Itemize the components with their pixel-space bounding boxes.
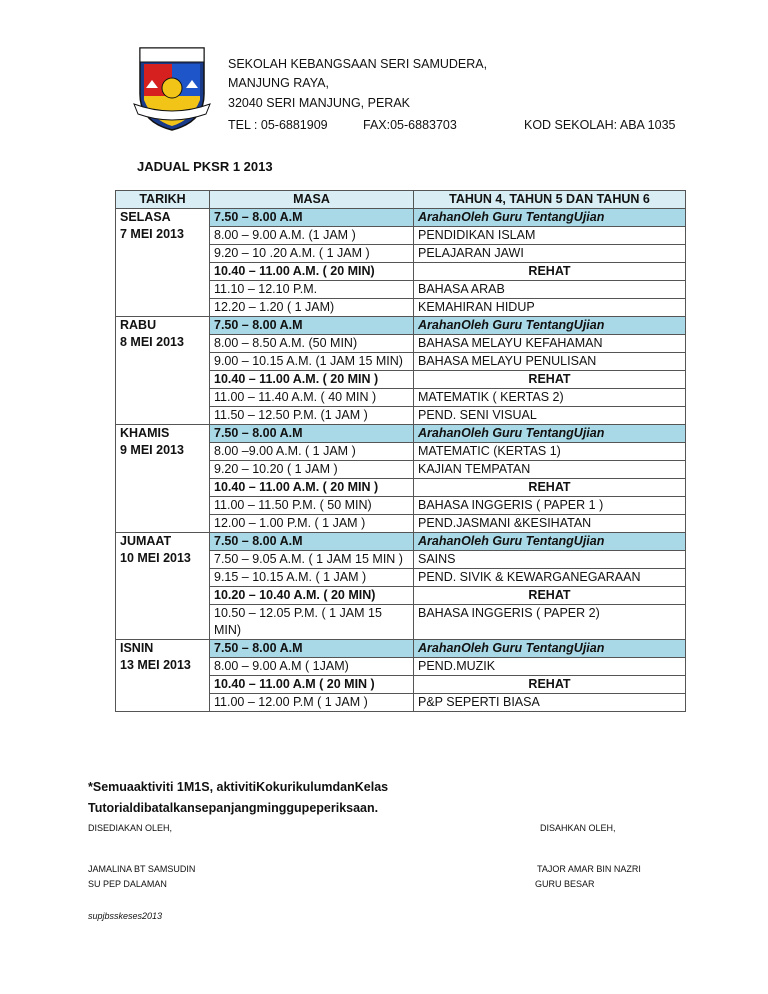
school-name: SEKOLAH KEBANGSAAN SERI SAMUDERA, bbox=[228, 57, 488, 71]
time-cell: 11.50 – 12.50 P.M. (1 JAM ) bbox=[210, 407, 414, 425]
school-address-1: MANJUNG RAYA, bbox=[228, 76, 329, 90]
time-cell: 7.50 – 8.00 A.M bbox=[210, 209, 414, 227]
school-tel: TEL : 05-6881909 bbox=[228, 118, 328, 132]
schedule-row bbox=[116, 209, 686, 227]
time-cell: 7.50 – 8.00 A.M bbox=[210, 425, 414, 443]
time-cell: 8.00 –9.00 A.M. ( 1 JAM ) bbox=[210, 443, 414, 461]
time-cell: 11.10 – 12.10 P.M. bbox=[210, 281, 414, 299]
day-date: 10 MEI 2013 bbox=[120, 551, 191, 565]
day-name: ISNIN bbox=[120, 641, 154, 655]
subject-cell: PEND.MUZIK bbox=[414, 658, 686, 676]
exam-schedule-table bbox=[115, 190, 686, 712]
time-cell: 11.00 – 11.40 A.M. ( 40 MIN ) bbox=[210, 389, 414, 407]
day-date: 9 MEI 2013 bbox=[120, 443, 184, 457]
day-cell bbox=[116, 425, 210, 533]
subject-cell: ArahanOleh Guru TentangUjian bbox=[414, 209, 686, 227]
time-cell: 9.20 – 10.20 ( 1 JAM ) bbox=[210, 461, 414, 479]
footer-reference: supjbsskeses2013 bbox=[88, 911, 163, 921]
day-name: SELASA bbox=[120, 210, 171, 224]
approver-role: GURU BESAR bbox=[535, 879, 595, 889]
school-address-2: 32040 SERI MANJUNG, PERAK bbox=[228, 96, 411, 110]
subject-cell: PENDIDIKAN ISLAM bbox=[414, 227, 686, 245]
subject-cell: KEMAHIRAN HIDUP bbox=[414, 299, 686, 317]
time-cell: 11.00 – 12.00 P.M ( 1 JAM ) bbox=[210, 694, 414, 712]
subject-cell: BAHASA MELAYU KEFAHAMAN bbox=[414, 335, 686, 353]
approver-name: TAJOR AMAR BIN NAZRI bbox=[537, 864, 641, 874]
subject-cell: REHAT bbox=[414, 371, 686, 389]
time-cell: 10.50 – 12.05 P.M. ( 1 JAM 15 MIN) bbox=[210, 605, 414, 640]
day-cell bbox=[116, 317, 210, 425]
time-cell: 7.50 – 8.00 A.M bbox=[210, 533, 414, 551]
note-line-1: *Semuaaktiviti 1M1S, aktivitiKokurikulumdanKelas bbox=[88, 780, 389, 794]
subject-cell: REHAT bbox=[414, 587, 686, 605]
schedule-row bbox=[116, 317, 686, 335]
subject-cell: BAHASA ARAB bbox=[414, 281, 686, 299]
subject-cell: REHAT bbox=[414, 676, 686, 694]
time-cell: 8.00 – 9.00 A.M ( 1JAM) bbox=[210, 658, 414, 676]
time-cell: 10.40 – 11.00 A.M. ( 20 MIN ) bbox=[210, 371, 414, 389]
subject-cell: BAHASA INGGERIS ( PAPER 2) bbox=[414, 605, 686, 640]
time-cell: 8.00 – 8.50 A.M. (50 MIN) bbox=[210, 335, 414, 353]
day-date: 7 MEI 2013 bbox=[120, 227, 184, 241]
subject-cell: PELAJARAN JAWI bbox=[414, 245, 686, 263]
subject-cell: BAHASA MELAYU PENULISAN bbox=[414, 353, 686, 371]
day-cell bbox=[116, 533, 210, 640]
subject-cell: MATEMATIC (KERTAS 1) bbox=[414, 443, 686, 461]
time-cell: 10.40 – 11.00 A.M. ( 20 MIN) bbox=[210, 263, 414, 281]
header-masa: MASA bbox=[210, 191, 414, 209]
subject-cell: REHAT bbox=[414, 479, 686, 497]
subject-cell: ArahanOleh Guru TentangUjian bbox=[414, 425, 686, 443]
subject-cell: PEND. SENI VISUAL bbox=[414, 407, 686, 425]
day-cell bbox=[116, 640, 210, 712]
header-subjects: TAHUN 4, TAHUN 5 DAN TAHUN 6 bbox=[414, 191, 686, 209]
subject-cell: ArahanOleh Guru TentangUjian bbox=[414, 533, 686, 551]
school-code: KOD SEKOLAH: ABA 1035 bbox=[524, 118, 676, 132]
time-cell: 9.00 – 10.15 A.M. (1 JAM 15 MIN) bbox=[210, 353, 414, 371]
note-line-2: Tutorialdibatalkansepanjangminggupeperiksaan. bbox=[88, 801, 379, 815]
time-cell: 11.00 – 11.50 P.M. ( 50 MIN) bbox=[210, 497, 414, 515]
subject-cell: ArahanOleh Guru TentangUjian bbox=[414, 640, 686, 658]
time-cell: 10.40 – 11.00 A.M. ( 20 MIN ) bbox=[210, 479, 414, 497]
time-cell: 10.20 – 10.40 A.M. ( 20 MIN) bbox=[210, 587, 414, 605]
subject-cell: SAINS bbox=[414, 551, 686, 569]
time-cell: 8.00 – 9.00 A.M. (1 JAM ) bbox=[210, 227, 414, 245]
prepared-by-label: DISEDIAKAN OLEH, bbox=[88, 823, 173, 833]
day-name: JUMAAT bbox=[120, 534, 172, 548]
time-cell: 7.50 – 8.00 A.M bbox=[210, 640, 414, 658]
day-date: 8 MEI 2013 bbox=[120, 335, 184, 349]
schedule-row bbox=[116, 640, 686, 658]
schedule-row bbox=[116, 425, 686, 443]
preparer-role: SU PEP DALAMAN bbox=[88, 879, 167, 889]
subject-cell: BAHASA INGGERIS ( PAPER 1 ) bbox=[414, 497, 686, 515]
subject-cell: REHAT bbox=[414, 263, 686, 281]
time-cell: 10.40 – 11.00 A.M ( 20 MIN ) bbox=[210, 676, 414, 694]
time-cell: 9.15 – 10.15 A.M. ( 1 JAM ) bbox=[210, 569, 414, 587]
time-cell: 7.50 – 8.00 A.M bbox=[210, 317, 414, 335]
day-name: RABU bbox=[120, 318, 157, 332]
day-date: 13 MEI 2013 bbox=[120, 658, 191, 672]
school-fax: FAX:05-6883703 bbox=[363, 118, 457, 132]
day-name: KHAMIS bbox=[120, 426, 170, 440]
school-crest-logo bbox=[132, 44, 212, 134]
subject-cell: ArahanOleh Guru TentangUjian bbox=[414, 317, 686, 335]
subject-cell: KAJIAN TEMPATAN bbox=[414, 461, 686, 479]
schedule-row bbox=[116, 533, 686, 551]
subject-cell: PEND. SIVIK & KEWARGANEGARAAN bbox=[414, 569, 686, 587]
header-tarikh: TARIKH bbox=[116, 191, 210, 209]
document-title: JADUAL PKSR 1 2013 bbox=[137, 159, 273, 174]
time-cell: 12.00 – 1.00 P.M. ( 1 JAM ) bbox=[210, 515, 414, 533]
preparer-name: JAMALINA BT SAMSUDIN bbox=[88, 864, 196, 874]
time-cell: 9.20 – 10 .20 A.M. ( 1 JAM ) bbox=[210, 245, 414, 263]
time-cell: 7.50 – 9.05 A.M. ( 1 JAM 15 MIN ) bbox=[210, 551, 414, 569]
table-header-row bbox=[116, 191, 686, 209]
subject-cell: MATEMATIK ( KERTAS 2) bbox=[414, 389, 686, 407]
approved-by-label: DISAHKAN OLEH, bbox=[540, 823, 616, 833]
day-cell bbox=[116, 209, 210, 317]
subject-cell: P&P SEPERTI BIASA bbox=[414, 694, 686, 712]
time-cell: 12.20 – 1.20 ( 1 JAM) bbox=[210, 299, 414, 317]
subject-cell: PEND.JASMANI &KESIHATAN bbox=[414, 515, 686, 533]
